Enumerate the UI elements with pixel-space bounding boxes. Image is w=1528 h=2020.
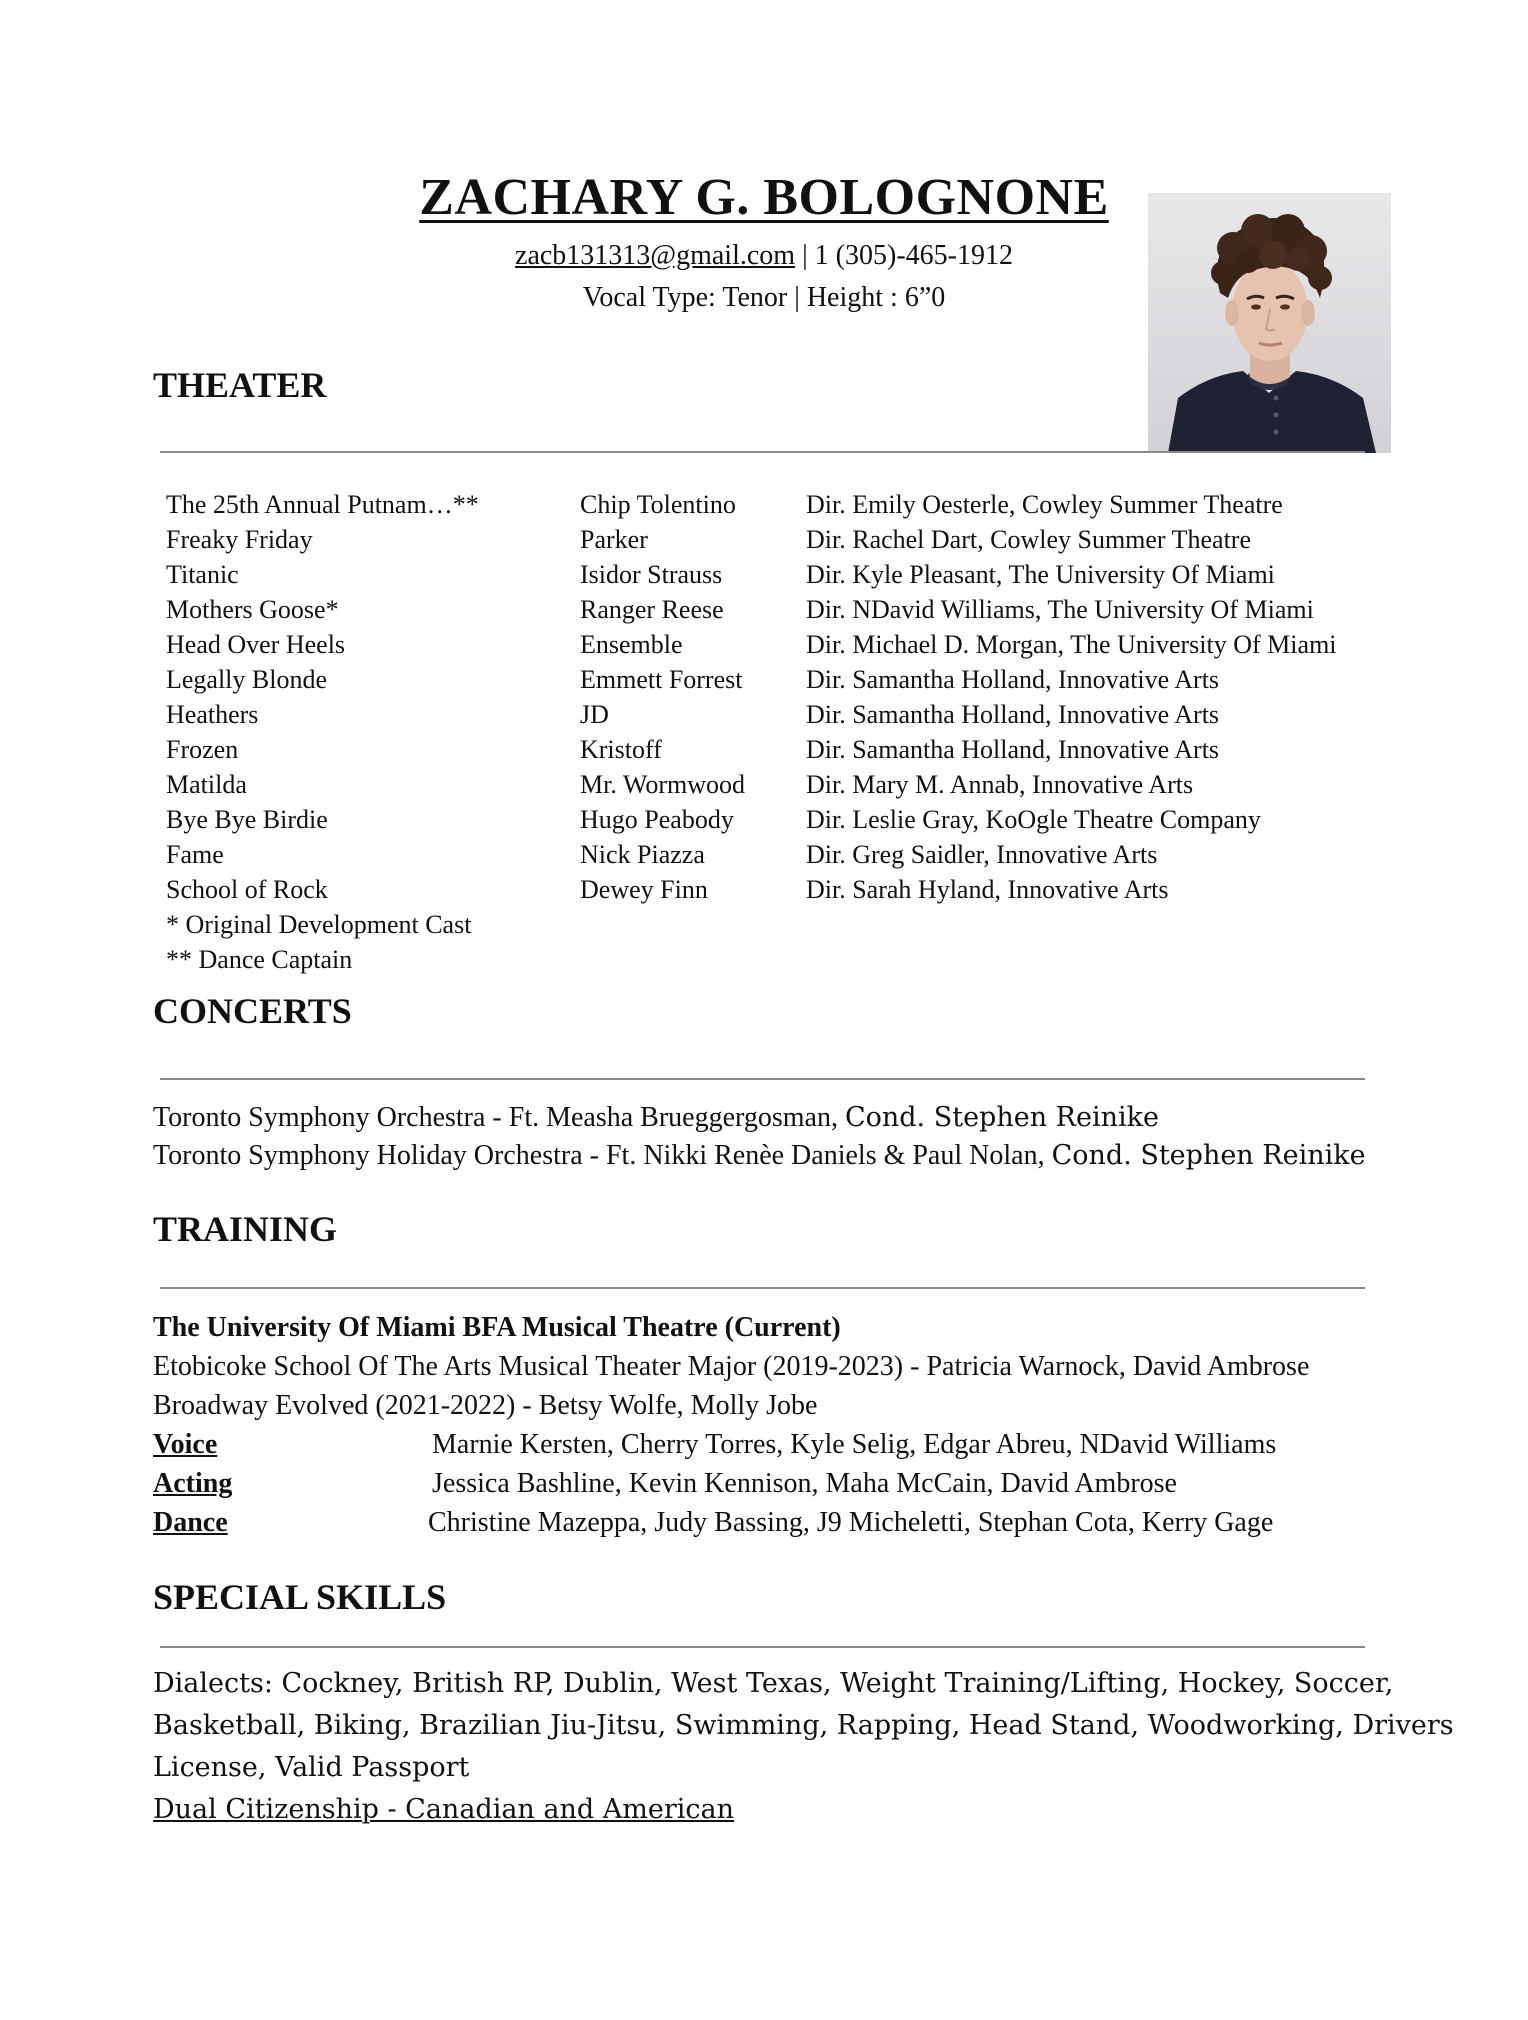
theater-show: Freaky Friday [166, 525, 313, 554]
training-label-voice: Voice [153, 1429, 218, 1460]
citizenship-note: Dual Citizenship - Canadian and American [153, 1794, 734, 1825]
section-divider [160, 1287, 1365, 1289]
resume-name: ZACHARY G. BOLOGNONE [419, 169, 1109, 226]
theater-director: Dir. NDavid Williams, The University Of Miami [806, 595, 1314, 624]
theater-director: Dir. Rachel Dart, Cowley Summer Theatre [806, 525, 1252, 554]
training-label-acting: Acting [153, 1468, 233, 1499]
theater-director: Dir. Leslie Gray, KoOgle Theatre Company [806, 805, 1261, 834]
phone-number: | 1 (305)-465-1912 [795, 240, 1013, 271]
section-divider [160, 1078, 1365, 1080]
section-title-concerts: CONCERTS [153, 991, 352, 1031]
theater-role: Hugo Peabody [580, 805, 734, 834]
concert-item [153, 1102, 1159, 1134]
theater-show: Head Over Heels [166, 630, 346, 659]
training-label-dance: Dance [153, 1507, 228, 1538]
acting-teachers: Jessica Bashline, Kevin Kennison, Maha McCain, David Ambrose [432, 1468, 1177, 1499]
theater-role: Emmett Forrest [580, 665, 743, 694]
concert-item [153, 1140, 1366, 1172]
theater-role: Ensemble [580, 630, 683, 659]
headshot-photo [1148, 193, 1391, 453]
theater-show: Heathers [166, 700, 259, 729]
footnote: ** Dance Captain [166, 945, 353, 974]
theater-director: Dir. Greg Saidler, Innovative Arts [806, 840, 1158, 869]
email-link[interactable]: zacb131313@gmail.com [515, 240, 796, 271]
theater-show: Frozen [166, 735, 239, 764]
vocal-type-line: Vocal Type: Tenor | Height : 6”0 [582, 282, 946, 313]
training-program: Etobicoke School Of The Arts Musical Theater Major (2019-2023) - Patricia Warnock, David Ambrose [153, 1351, 1310, 1382]
theater-role: Chip Tolentino [580, 490, 736, 519]
headshot-illustration [1148, 193, 1391, 453]
theater-role: Isidor Strauss [580, 560, 723, 589]
theater-show: Legally Blonde [166, 665, 328, 694]
theater-show: Fame [166, 840, 224, 869]
theater-show: Mothers Goose* [166, 595, 339, 624]
concert-text: Toronto Symphony Holiday Orchestra - Ft. Nikki Renèe Daniels & Paul Nolan, [153, 1140, 1052, 1171]
theater-role: Nick Piazza [580, 840, 705, 869]
skills-text: License, Valid Passport [153, 1752, 470, 1783]
theater-show: Titanic [166, 560, 239, 589]
theater-director: Dir. Emily Oesterle, Cowley Summer Theatre [806, 490, 1283, 519]
theater-show: The 25th Annual Putnam…** [166, 490, 479, 519]
theater-show: School of Rock [166, 875, 328, 904]
training-program: Broadway Evolved (2021-2022) - Betsy Wolfe, Molly Jobe [153, 1390, 818, 1421]
section-divider [160, 1646, 1365, 1648]
section-divider [160, 451, 1365, 453]
theater-role: Ranger Reese [580, 595, 724, 624]
theater-role: Kristoff [580, 735, 662, 764]
training-program: The University Of Miami BFA Musical Theatre (Current) [153, 1312, 841, 1343]
theater-director: Dir. Samantha Holland, Innovative Arts [806, 665, 1220, 694]
theater-show: Bye Bye Birdie [166, 805, 328, 834]
skills-text: Dialects: Cockney, British RP, Dublin, West Texas, Weight Training/Lifting, Hockey, Soccer, [153, 1668, 1394, 1699]
theater-role: JD [580, 700, 609, 729]
theater-director: Dir. Samantha Holland, Innovative Arts [806, 700, 1220, 729]
conductor: Cond. Stephen Reinike [1051, 1140, 1366, 1171]
theater-role: Parker [580, 525, 648, 554]
dance-teachers: Christine Mazeppa, Judy Bassing, J9 Micheletti, Stephan Cota, Kerry Gage [428, 1507, 1274, 1538]
conductor: Cond. Stephen Reinike [844, 1102, 1159, 1133]
voice-teachers: Marnie Kersten, Cherry Torres, Kyle Selig, Edgar Abreu, NDavid Williams [432, 1429, 1277, 1460]
theater-show: Matilda [166, 770, 247, 799]
concert-text: Toronto Symphony Orchestra - Ft. Measha Brueggergosman, [153, 1102, 845, 1133]
theater-director: Dir. Michael D. Morgan, The University Of Miami [806, 630, 1337, 659]
section-title-theater: THEATER [153, 365, 327, 405]
theater-director: Dir. Kyle Pleasant, The University Of Miami [806, 560, 1275, 589]
theater-director: Dir. Sarah Hyland, Innovative Arts [806, 875, 1169, 904]
theater-director: Dir. Mary M. Annab, Innovative Arts [806, 770, 1194, 799]
theater-role: Mr. Wormwood [580, 770, 745, 799]
section-title-training: TRAINING [153, 1209, 338, 1249]
skills-text: Basketball, Biking, Brazilian Jiu-Jitsu, Swimming, Rapping, Head Stand, Woodworking, Drivers [153, 1710, 1454, 1741]
section-title-special-skills: SPECIAL SKILLS [153, 1577, 447, 1617]
theater-director: Dir. Samantha Holland, Innovative Arts [806, 735, 1220, 764]
theater-role: Dewey Finn [580, 875, 708, 904]
footnote: * Original Development Cast [166, 910, 472, 939]
